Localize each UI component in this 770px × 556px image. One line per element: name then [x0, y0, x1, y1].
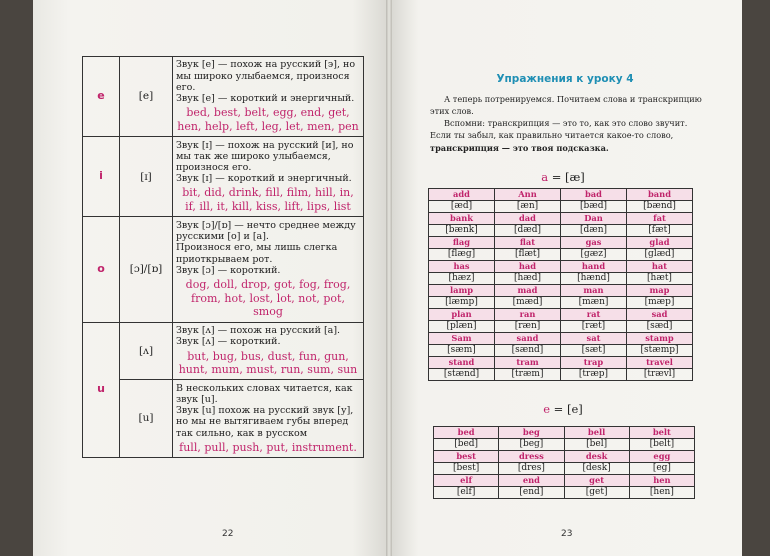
word-row: [434, 451, 695, 463]
word-cell: bad: [561, 189, 627, 201]
transcription-cell: [dæd]: [495, 225, 561, 237]
word-cell: dad: [495, 213, 561, 225]
description-line: Звук [ʌ] — похож на русский [а].: [176, 325, 341, 337]
transcription-cell: [bænd]: [627, 201, 693, 213]
word-cell: plan: [429, 309, 495, 321]
description-line: В нескольких словах читается, как звук [u].: [176, 382, 353, 405]
word-cell: mad: [495, 285, 561, 297]
word-row: [429, 213, 693, 225]
sound-symbol-cell: [e]: [120, 57, 173, 137]
description-line: Звук [ɪ] — похож на русский [и], но мы так же широко улыбаемся, произнося его.: [176, 139, 354, 174]
word-row: [434, 427, 695, 439]
word-cell: get: [564, 475, 629, 487]
letter-cell: u: [83, 322, 120, 457]
word-cell: hat: [627, 261, 693, 273]
phonetics-table: [82, 56, 364, 458]
description-line: Звук [ɪ] — короткий и энергичный.: [176, 173, 352, 185]
transcription-cell: [flæg]: [429, 249, 495, 261]
word-cell: dress: [499, 451, 564, 463]
phonetics-row: [83, 217, 364, 322]
transcription-cell: [hæz]: [429, 273, 495, 285]
transcription-cell: [fæt]: [627, 225, 693, 237]
transcription-cell: [læmp]: [429, 297, 495, 309]
transcription-row: [434, 487, 695, 499]
intro-text: А теперь потренируемся. Почитаем слова и транскрипцию этих слов.: [430, 94, 702, 117]
word-cell: man: [561, 285, 627, 297]
transcription-cell: [mæn]: [561, 297, 627, 309]
transcription-row: [434, 439, 695, 451]
exercise-title: Упражнения к уроку 4: [496, 73, 634, 85]
transcription-cell: [dæn]: [561, 225, 627, 237]
transcription-cell: [sæd]: [627, 321, 693, 333]
word-cell: glad: [627, 237, 693, 249]
description-cell: [173, 137, 364, 217]
transcription-row: [429, 369, 693, 381]
transcription-cell: [belt]: [629, 439, 694, 451]
words-table-a: [428, 188, 693, 381]
transcription-cell: [beg]: [499, 439, 564, 451]
transcription-cell: [mæp]: [627, 297, 693, 309]
transcription-cell: [træp]: [561, 369, 627, 381]
transcription-row: [429, 345, 693, 357]
phonetics-row: [83, 380, 364, 458]
description-cell: [173, 322, 364, 380]
transcription-cell: [bæd]: [561, 201, 627, 213]
word-cell: Ann: [495, 189, 561, 201]
example-words: dog, doll, drop, got, fog, frog, from, hot, lost, lot, not, pot, smog: [185, 277, 351, 319]
transcription-row: [429, 321, 693, 333]
transcription-cell: [glæd]: [627, 249, 693, 261]
transcription-cell: [bel]: [564, 439, 629, 451]
transcription-cell: [ræt]: [561, 321, 627, 333]
word-cell: lamp: [429, 285, 495, 297]
sound-symbol-cell: [ʌ]: [120, 322, 173, 380]
word-cell: best: [434, 451, 499, 463]
word-cell: stamp: [627, 333, 693, 345]
example-words: bit, did, drink, fill, film, hill, in, if, ill, it, kill, kiss, lift, lips, list: [182, 186, 354, 214]
word-cell: stand: [429, 357, 495, 369]
word-cell: sad: [627, 309, 693, 321]
word-cell: band: [627, 189, 693, 201]
transcription-row: [429, 201, 693, 213]
word-row: [429, 237, 693, 249]
transcription-cell: [æn]: [495, 201, 561, 213]
word-cell: map: [627, 285, 693, 297]
word-row: [429, 357, 693, 369]
words-table-e: [433, 426, 695, 499]
page-number-left: 22: [222, 529, 234, 539]
word-cell: rat: [561, 309, 627, 321]
transcription-cell: [hæt]: [627, 273, 693, 285]
section-e-heading: e = [e]: [543, 402, 583, 416]
example-words: but, bug, bus, dust, fun, gun, hunt, mum, must, run, sum, sun: [178, 349, 358, 377]
letter-cell: i: [83, 137, 120, 217]
transcription-row: [429, 225, 693, 237]
transcription-cell: [bed]: [434, 439, 499, 451]
transcription-cell: [hænd]: [561, 273, 627, 285]
sound-symbol-cell: [u]: [120, 380, 173, 458]
section-a-heading: a = [æ]: [541, 170, 585, 184]
phonetics-row: [83, 57, 364, 137]
transcription-row: [434, 463, 695, 475]
description-line: Звук [e] — похож на русский [э], но мы широко улыбаемся, произнося его.: [176, 59, 356, 93]
word-row: [429, 189, 693, 201]
transcription-cell: [flæt]: [495, 249, 561, 261]
word-cell: ran: [495, 309, 561, 321]
transcription-cell: [sæm]: [429, 345, 495, 357]
sound-symbol-cell: [ɪ]: [120, 137, 173, 217]
word-cell: flat: [495, 237, 561, 249]
transcription-row: [429, 297, 693, 309]
word-row: [429, 261, 693, 273]
word-cell: belt: [629, 427, 694, 439]
transcription-cell: [ræn]: [495, 321, 561, 333]
description-cell: [173, 217, 364, 322]
description-line: Звук [ɔ]/[ɒ] — нечто среднее между русскими [о] и [а].: [176, 219, 356, 243]
sound-symbol-cell: [ɔ]/[ɒ]: [120, 217, 173, 322]
word-cell: bed: [434, 427, 499, 439]
transcription-cell: [best]: [434, 463, 499, 475]
transcription-row: [429, 273, 693, 285]
transcription-cell: [stænd]: [429, 369, 495, 381]
word-cell: flag: [429, 237, 495, 249]
word-cell: elf: [434, 475, 499, 487]
description-line: Звук [e] — короткий и энергичный.: [176, 93, 355, 105]
description-cell: [173, 57, 364, 137]
word-cell: hand: [561, 261, 627, 273]
word-cell: Dan: [561, 213, 627, 225]
example-words: bed, best, belt, egg, end, get, hen, help, left, leg, let, men, pen: [177, 106, 359, 133]
description-line: Произнося его, мы лишь слегка приоткрываем рот.: [176, 242, 338, 265]
transcription-cell: [mæd]: [495, 297, 561, 309]
word-cell: trap: [561, 357, 627, 369]
phonetics-row: [83, 137, 364, 217]
transcription-cell: [eg]: [629, 463, 694, 475]
word-cell: sand: [495, 333, 561, 345]
transcription-cell: [dres]: [499, 463, 564, 475]
transcription-cell: [træm]: [495, 369, 561, 381]
word-cell: egg: [629, 451, 694, 463]
phonetics-row: [83, 322, 364, 380]
page-number-right: 23: [561, 529, 573, 539]
transcription-cell: [bænk]: [429, 225, 495, 237]
transcription-cell: [hæd]: [495, 273, 561, 285]
word-row: [429, 285, 693, 297]
word-cell: has: [429, 261, 495, 273]
word-cell: fat: [627, 213, 693, 225]
description-cell: [173, 380, 364, 458]
transcription-cell: [desk]: [564, 463, 629, 475]
transcription-cell: [get]: [564, 487, 629, 499]
word-cell: sat: [561, 333, 627, 345]
word-cell: had: [495, 261, 561, 273]
transcription-cell: [plæn]: [429, 321, 495, 333]
transcription-cell: [sæt]: [561, 345, 627, 357]
word-row: [434, 475, 695, 487]
word-cell: bank: [429, 213, 495, 225]
example-words: full, pull, push, put, instrument.: [179, 440, 357, 454]
transcription-cell: [hen]: [629, 487, 694, 499]
word-cell: beg: [499, 427, 564, 439]
word-cell: bell: [564, 427, 629, 439]
word-cell: desk: [564, 451, 629, 463]
word-cell: add: [429, 189, 495, 201]
transcription-cell: [stæmp]: [627, 345, 693, 357]
word-row: [429, 333, 693, 345]
book-spine: [386, 0, 392, 556]
reminder-text: Вспомни: транскрипция — это то, как это слово звучит. Если ты забыл, как правильно читается какое-то слово, транскрипция — это твоя подсказка.: [430, 118, 688, 153]
description-line: Звук [ʌ] — короткий.: [176, 336, 281, 348]
word-row: [429, 309, 693, 321]
transcription-cell: [end]: [499, 487, 564, 499]
transcription-cell: [gæz]: [561, 249, 627, 261]
letter-cell: e: [83, 57, 120, 137]
word-cell: travel: [627, 357, 693, 369]
transcription-cell: [æd]: [429, 201, 495, 213]
word-cell: end: [499, 475, 564, 487]
word-cell: gas: [561, 237, 627, 249]
description-line: Звук [u] похож на русский звук [у], но мы не вытягиваем губы вперед так сильно, как в русском: [176, 405, 354, 439]
transcription-cell: [trævl]: [627, 369, 693, 381]
transcription-cell: [elf]: [434, 487, 499, 499]
word-cell: tram: [495, 357, 561, 369]
transcription-cell: [sænd]: [495, 345, 561, 357]
letter-cell: o: [83, 217, 120, 322]
reminder-bold: транскрипция — это твоя подсказка.: [430, 142, 609, 153]
transcription-row: [429, 249, 693, 261]
word-cell: Sam: [429, 333, 495, 345]
description-line: Звук [ɔ] — короткий.: [176, 264, 281, 276]
word-cell: hen: [629, 475, 694, 487]
